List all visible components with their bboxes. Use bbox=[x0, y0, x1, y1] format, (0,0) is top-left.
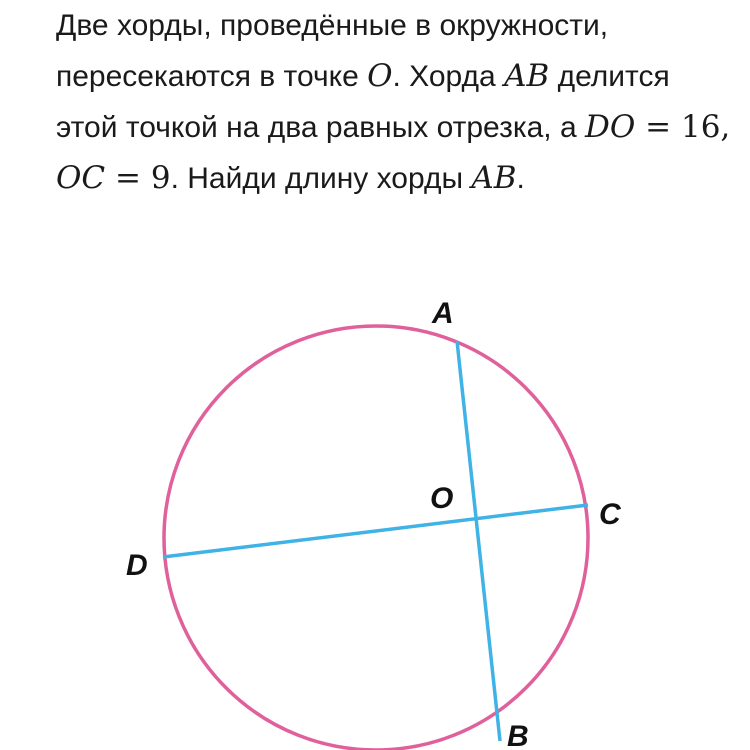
math-comma: , bbox=[720, 109, 731, 145]
problem-text-part: . Хорда bbox=[392, 60, 505, 93]
math-do: DO bbox=[585, 109, 636, 145]
math-point-o: O bbox=[367, 58, 393, 94]
math-equals: = bbox=[105, 160, 151, 196]
problem-text-part: . bbox=[516, 162, 525, 195]
problem-text-part: Две хорды, проведённые в окружности, пересекаются в точке bbox=[56, 9, 609, 93]
point-label-c: C bbox=[599, 498, 621, 531]
point-label-d: D bbox=[126, 549, 148, 582]
problem-text-part: . Найди длину хорды bbox=[170, 162, 472, 195]
circle-chords-diagram bbox=[0, 260, 750, 750]
point-label-a: A bbox=[432, 297, 454, 330]
problem-text-part: делится этой точкой на два равных отрезка, а bbox=[56, 60, 670, 144]
math-equals: = bbox=[635, 109, 681, 145]
problem-text bbox=[56, 0, 736, 204]
chord-dc bbox=[163, 505, 588, 557]
math-value-16: 16 bbox=[680, 109, 721, 145]
circle bbox=[164, 326, 588, 750]
chord-ab bbox=[457, 341, 500, 741]
point-label-b: B bbox=[507, 720, 529, 750]
math-chord-ab: AB bbox=[504, 58, 550, 94]
math-value-9: 9 bbox=[150, 160, 171, 196]
math-oc: OC bbox=[56, 160, 106, 196]
point-label-o: O bbox=[430, 482, 454, 515]
math-chord-ab: AB bbox=[471, 160, 517, 196]
